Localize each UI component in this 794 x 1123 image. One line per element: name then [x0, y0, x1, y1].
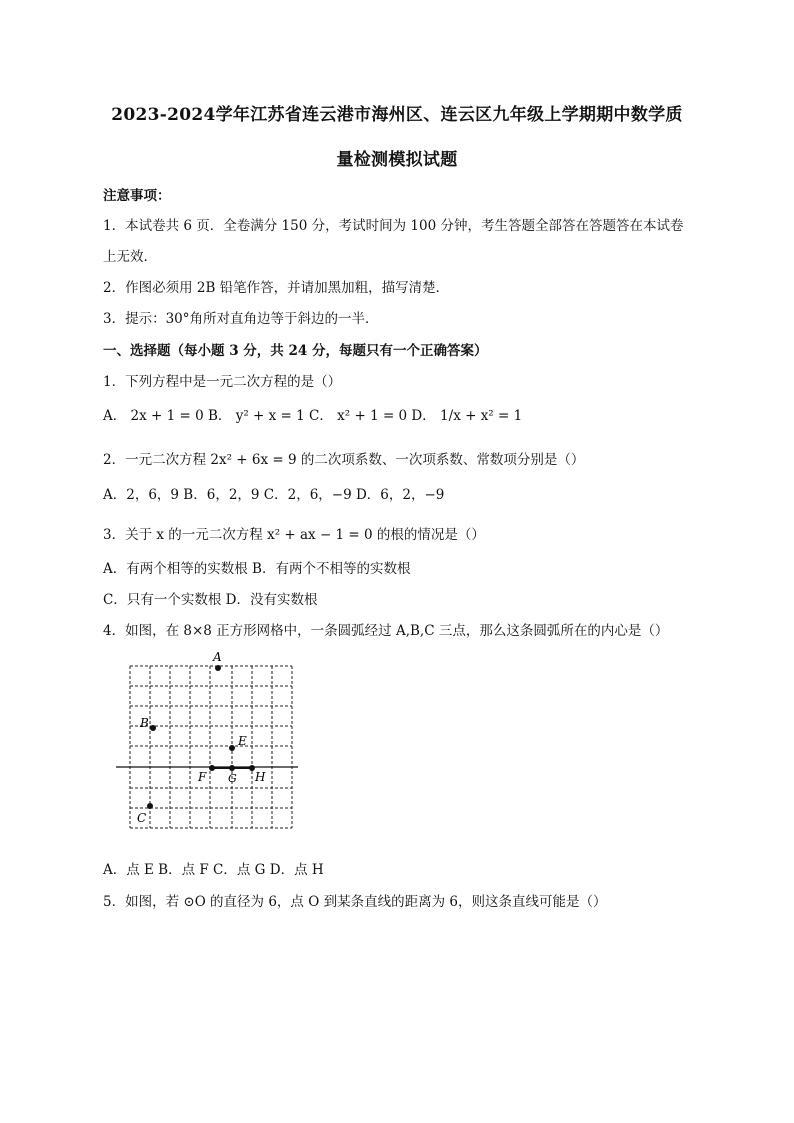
label-e: E: [238, 734, 247, 748]
label-c: C: [137, 811, 147, 825]
q5-stem: 5．如图，若 ⊙O 的直径为 6，点 O 到某条直线的距离为 6，则这条直线可能是（）: [103, 894, 607, 910]
label-f: F: [198, 770, 207, 784]
label-h: H: [255, 770, 266, 784]
q4-grid-figure: [112, 648, 312, 838]
q1-stem: 1．下列方程中是一元二次方程的是（）: [103, 374, 342, 390]
notice-heading: 注意事项：: [103, 188, 171, 204]
point-e: [229, 745, 235, 751]
q4-options: A．点 E B．点 F C．点 G D．点 H: [103, 862, 324, 878]
point-a: [215, 665, 221, 671]
section-heading: 一、选择题（每小题 3 分，共 24 分，每题只有一个正确答案）: [103, 343, 488, 359]
label-g: G: [228, 772, 237, 785]
note-2: 2．作图必须用 2B 铅笔作答，并请加黑加粗，描写清楚．: [103, 280, 450, 296]
q3-options-line1: A．有两个相等的实数根 B．有两个不相等的实数根: [103, 561, 411, 577]
point-b: [150, 725, 156, 731]
q1-options: A． 2x + 1 = 0 B． y² + x = 1 C． x² + 1 = 0 D． 1/x + x² = 1: [103, 408, 523, 424]
note-3: 3．提示：30°角所对直角边等于斜边的一半．: [103, 311, 379, 327]
point-c: [147, 803, 153, 809]
grid-lines: [130, 666, 292, 828]
point-f: [209, 765, 215, 771]
page-title-line1: 2023-2024学年江苏省连云港市海州区、连云区九年级上学期期中数学质: [111, 105, 683, 125]
label-a: A: [213, 650, 222, 664]
q3-stem: 3．关于 x 的一元二次方程 x² + ax − 1 = 0 的根的情况是（）: [103, 527, 485, 543]
point-g: [229, 765, 235, 771]
label-b: B: [140, 716, 149, 730]
q2-options: A．2，6，9 B．6，2，9 C．2，6，−9 D．6，2，−9: [103, 487, 445, 503]
q4-stem: 4．如图，在 8×8 正方形网格中，一条圆弧经过 A,B,C 三点，那么这条圆弧所在的内心是（）: [103, 623, 669, 639]
note-1-cont: 上无效．: [103, 249, 157, 265]
note-1: 1．本试卷共 6 页．全卷满分 150 分，考试时间为 100 分钟，考生答题全部答在答题答在本试卷: [103, 218, 684, 234]
page-title-line2: 量检测模拟试题: [336, 150, 458, 170]
q3-options-line2: C．只有一个实数根 D．没有实数根: [103, 592, 318, 608]
q2-stem: 2．一元二次方程 2x² + 6x = 9 的二次项系数、一次项系数、常数项分别是（）: [103, 452, 585, 468]
